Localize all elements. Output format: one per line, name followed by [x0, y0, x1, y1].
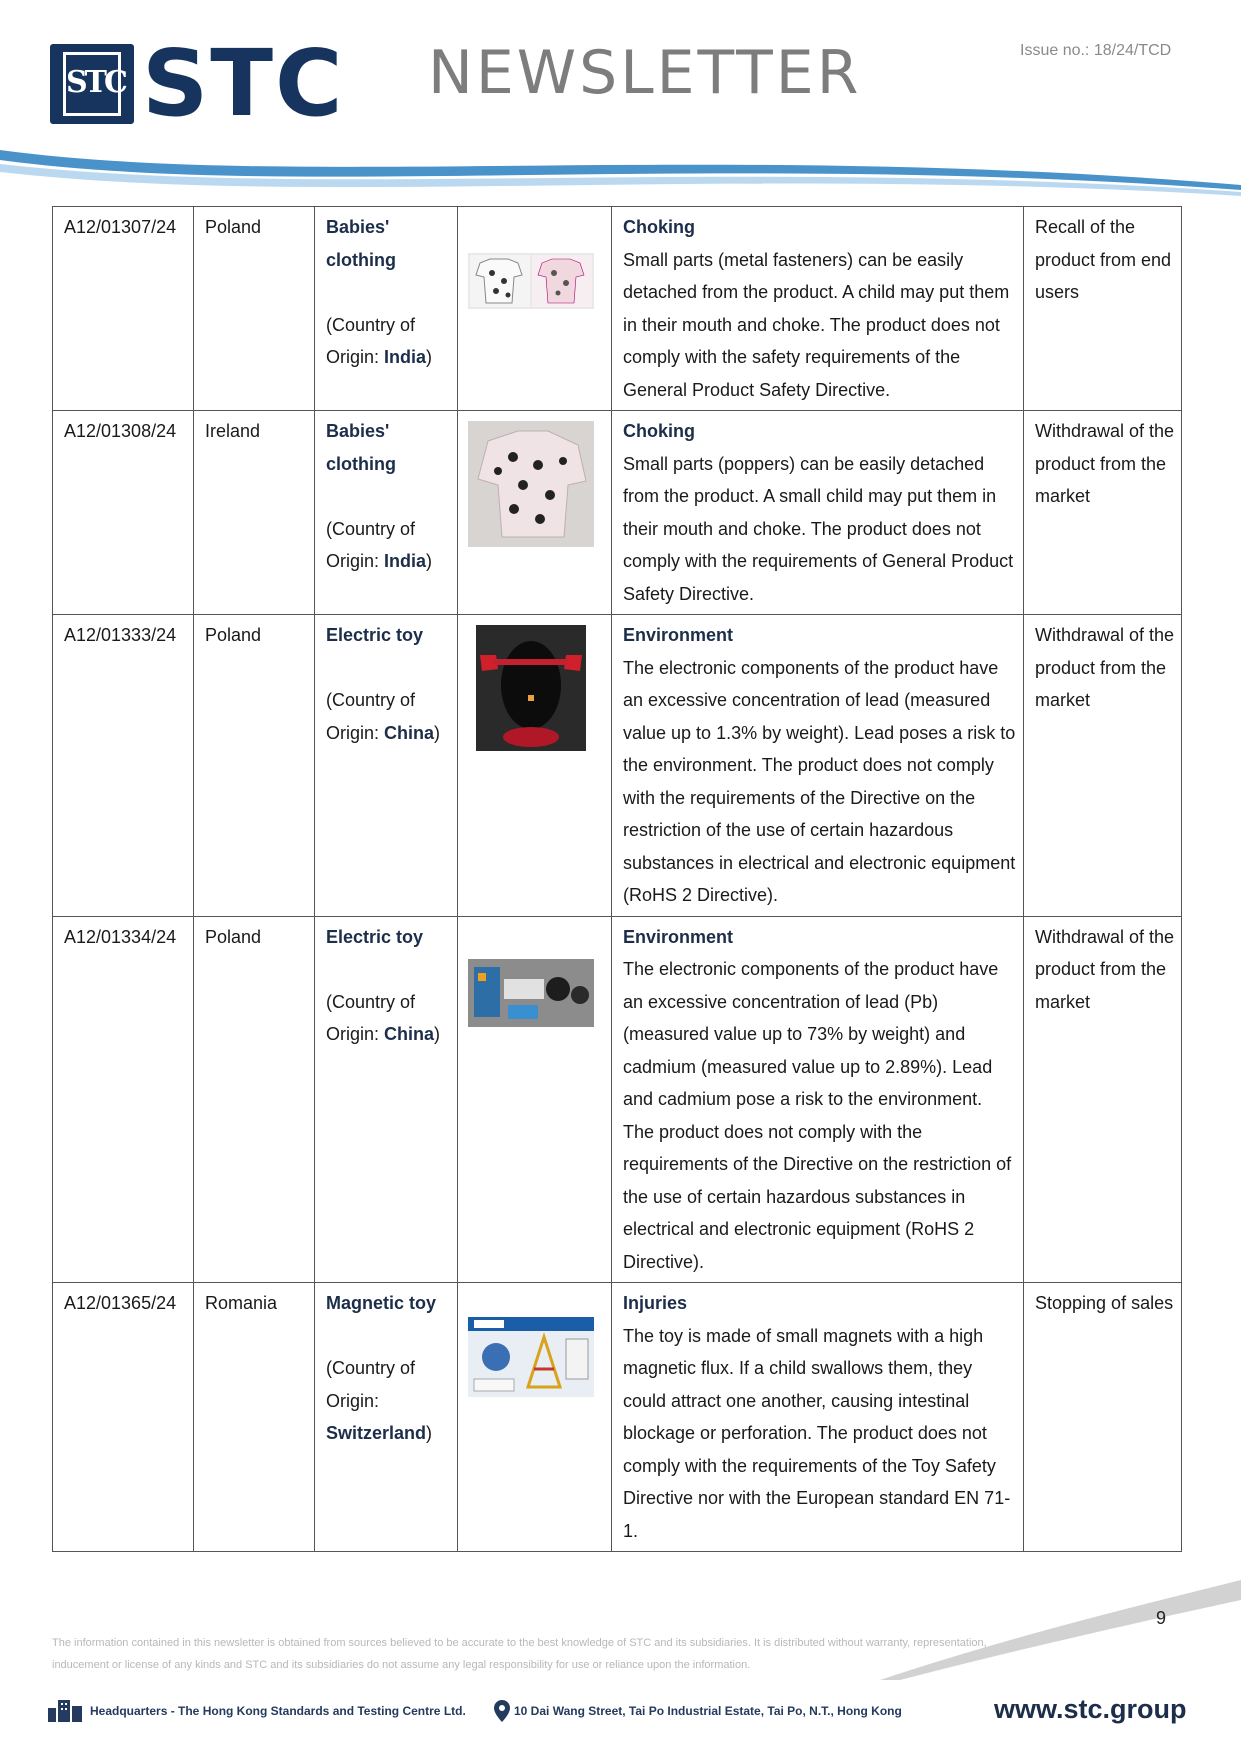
alert-reference-cell — [53, 916, 194, 1283]
table-row — [53, 207, 1182, 411]
product-photo-cell — [458, 411, 612, 615]
origin-country: Switzerland — [326, 1423, 427, 1443]
issue-number: Issue no.: 18/24/TCD — [1020, 42, 1172, 59]
origin-country: India — [384, 347, 427, 367]
notifying-country: Poland — [205, 217, 262, 237]
page-header — [0, 0, 1241, 200]
product-cell — [315, 615, 458, 917]
risk-cell — [612, 615, 1024, 917]
origin-country: India — [384, 551, 427, 571]
country-of-origin: (Country of Origin: India) — [326, 518, 433, 571]
measures-taken: Stopping of sales — [1035, 1293, 1174, 1313]
measures-taken: Withdrawal of the product from the market — [1035, 625, 1175, 710]
alert-reference: A12/01365/24 — [64, 1293, 177, 1313]
electric-toy-parts-photo — [468, 959, 594, 1027]
product-alert-table-body — [53, 207, 1182, 1552]
notifying-country-cell — [194, 207, 315, 411]
notifying-country: Ireland — [205, 421, 261, 441]
alert-reference: A12/01308/24 — [64, 421, 177, 441]
product-cell — [315, 207, 458, 411]
notifying-country: Romania — [205, 1293, 278, 1313]
product-photo-cell — [458, 1283, 612, 1552]
risk-cell — [612, 207, 1024, 411]
alert-reference-cell — [53, 1283, 194, 1552]
disclaimer-text: The information contained in this newsletter is obtained from sources believed to be accurate to the best knowledge of STC and its subsidiaries. It is distributed without warranty, representation, inducement or license of any kinds and STC and its subsidiaries do not assume any legal responsibility for use or reliance upon the information. — [52, 1637, 987, 1671]
product-photo-cell — [458, 916, 612, 1283]
product-category: Electric toy — [326, 625, 424, 645]
country-of-origin: (Country of Origin: India) — [326, 314, 433, 367]
country-of-origin: (Country of Origin: China) — [326, 690, 441, 743]
location-pin-icon — [494, 1700, 510, 1722]
product-photo-cell — [458, 207, 612, 411]
notifying-country-cell — [194, 615, 315, 917]
origin-country: China — [384, 1024, 435, 1044]
risk-type: Choking — [623, 217, 695, 237]
alert-reference-cell — [53, 615, 194, 917]
measures-taken: Withdrawal of the product from the market — [1035, 421, 1175, 506]
electric-scooter-toy-photo — [476, 625, 586, 751]
risk-cell — [612, 1283, 1024, 1552]
alert-reference: A12/01307/24 — [64, 217, 177, 237]
website-link[interactable]: www.stc.group — [994, 1694, 1187, 1724]
country-of-origin: (Country of Origin: Switzerland) — [326, 1358, 433, 1443]
notifying-country-cell — [194, 411, 315, 615]
product-category: Magnetic toy — [326, 1293, 437, 1313]
address-text: 10 Dai Wang Street, Tai Po Industrial Estate, Tai Po, N.T., Hong Kong — [514, 1704, 902, 1718]
risk-description: The toy is made of small magnets with a high magnetic flux. If a child swallows them, they could attract one another, causing intestinal blockage or perforation. The product does not comply with the requirements of the Toy Safety Directive nor with the European standard EN 71-1. — [623, 1325, 1011, 1541]
table-row — [53, 916, 1182, 1283]
measure-cell — [1024, 207, 1182, 411]
stc-logo-mark-text: STC — [63, 52, 121, 116]
notifying-country: Poland — [205, 926, 262, 947]
table-row — [53, 615, 1182, 917]
origin-country: China — [384, 722, 435, 743]
footer-bar — [48, 1690, 1188, 1730]
product-alert-table — [52, 206, 1182, 1552]
risk-type: Environment — [623, 926, 734, 947]
product-category: Babies' clothing — [326, 217, 396, 270]
product-cell — [315, 1283, 458, 1552]
risk-description: The electronic components of the product have an excessive concentration of lead (Pb) (measured value up to 73% by weight) and cadmium (measured value up to 2.89%). Lead and cadmium pose a risk to the environment. The product does not comply with the requirements of the Directive on the restriction of the use of certain hazardous substances in electrical and electronic equipment (RoHS 2 Directive). — [623, 959, 1012, 1272]
notifying-country-cell — [194, 916, 315, 1283]
product-cell — [315, 411, 458, 615]
alert-reference: A12/01333/24 — [64, 625, 177, 645]
alert-reference-cell — [53, 207, 194, 411]
magnetic-toy-box-photo — [468, 1317, 594, 1397]
product-category: Babies' clothing — [326, 421, 396, 474]
baby-bodysuits-photo — [468, 253, 594, 309]
newsletter-title: NEWSLETTER — [428, 38, 862, 108]
risk-cell — [612, 916, 1024, 1283]
risk-cell — [612, 411, 1024, 615]
stc-logo-text: STC — [142, 30, 345, 137]
risk-description: The electronic components of the product have an excessive concentration of lead (measured value up to 1.3% by weight). Lead poses a risk to the environment. The product does not comply with the requirements of the Directive on the restriction of the use of certain hazardous substances in electrical and electronic equipment (RoHS 2 Directive). — [623, 657, 1016, 905]
risk-type: Environment — [623, 625, 734, 645]
measure-cell — [1024, 916, 1182, 1283]
alert-reference-cell — [53, 411, 194, 615]
risk-type: Injuries — [623, 1293, 688, 1313]
measure-cell — [1024, 411, 1182, 615]
measure-cell — [1024, 615, 1182, 917]
baby-romper-photo — [468, 421, 594, 547]
measures-taken: Recall of the product from end users — [1035, 217, 1172, 302]
header-swoosh-decoration — [0, 130, 1241, 200]
risk-description: Small parts (metal fasteners) can be easily detached from the product. A child may put them in their mouth and choke. The product does not comply with the safety requirements of the General Product Safety Directive. — [623, 249, 1010, 400]
product-photo-cell — [458, 615, 612, 917]
product-cell — [315, 916, 458, 1283]
risk-type: Choking — [623, 421, 695, 441]
measure-cell — [1024, 1283, 1182, 1552]
risk-description: Small parts (poppers) can be easily detached from the product. A small child may put them in their mouth and choke. The product does not comply with the requirements of General Product Safety Directive. — [623, 453, 1014, 604]
building-icon — [48, 1698, 84, 1722]
product-category: Electric toy — [326, 926, 424, 947]
table-row — [53, 1283, 1182, 1552]
headquarters-text: Headquarters - The Hong Kong Standards and Testing Centre Ltd. — [90, 1704, 466, 1718]
stc-logo-mark — [50, 44, 134, 124]
page-number: 9 — [1156, 1608, 1167, 1628]
notifying-country: Poland — [205, 625, 262, 645]
table-row — [53, 411, 1182, 615]
measures-taken: Withdrawal of the product from the market — [1035, 926, 1175, 1012]
country-of-origin: (Country of Origin: China) — [326, 991, 441, 1044]
notifying-country-cell — [194, 1283, 315, 1552]
alert-reference: A12/01334/24 — [64, 926, 177, 947]
